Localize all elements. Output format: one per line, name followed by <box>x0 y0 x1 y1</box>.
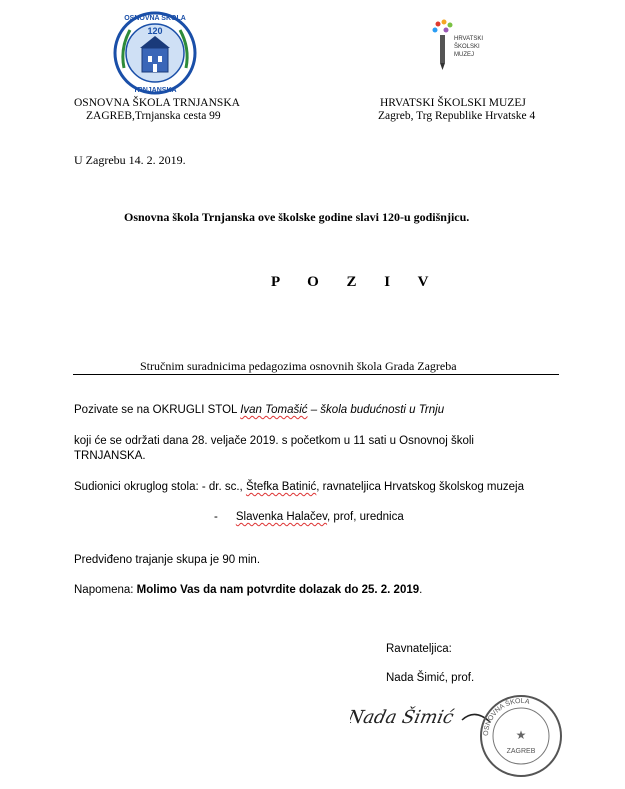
anniversary-line: Osnovna škola Trnjanska ove školske godine slavi 120-u godišnjicu. <box>124 210 470 224</box>
signature-name: Nada Šimić, prof. <box>386 672 475 684</box>
svg-text:OSNOVNA ŠKOLA: OSNOVNA ŠKOLA <box>482 697 531 737</box>
date-line: U Zagrebu 14. 2. 2019. <box>74 153 186 167</box>
document-title: P O Z I V <box>271 274 441 290</box>
signature-title: Ravnateljica: <box>386 643 452 655</box>
svg-text:120: 120 <box>147 26 163 36</box>
duration-line: Predviđeno trajanje skupa je 90 min. <box>74 554 261 566</box>
participant-1-role: , ravnateljica Hrvatskog školskog muzeja <box>316 481 525 493</box>
official-stamp <box>478 693 564 779</box>
participant-1-name: Štefka Batinić <box>245 481 317 493</box>
participant-2-name: Slavenka Halačev <box>235 511 328 523</box>
held-line-2: TRNJANSKA. <box>74 450 146 462</box>
invite-line <box>74 404 444 416</box>
note-line <box>74 584 422 596</box>
svg-text:TRNJANSKA: TRNJANSKA <box>133 87 177 94</box>
svg-text:ŠKOLSKI: ŠKOLSKI <box>454 44 480 50</box>
museum-logo <box>432 18 502 88</box>
note-label: Napomena: <box>74 584 137 596</box>
school-name: OSNOVNA ŠKOLA TRNJANSKA <box>74 97 240 109</box>
participant-2-dash: - <box>214 511 218 523</box>
recipients-line: Stručnim suradnicima pedagozima osnovnih škola Grada Zagreba <box>140 359 457 373</box>
svg-text:MUZEJ: MUZEJ <box>454 52 474 58</box>
invite-rest: – škola budućnosti u Trnju <box>307 404 445 416</box>
invite-prefix: Pozivate se na OKRUGLI STOL <box>74 404 241 416</box>
svg-text:Nada Šimić: Nada Šimić <box>350 707 456 728</box>
museum-name: HRVATSKI ŠKOLSKI MUZEJ <box>380 97 526 109</box>
svg-text:★: ★ <box>515 728 527 742</box>
recipients-rule <box>73 374 559 375</box>
participants-label: Sudionici okruglog stola: - dr. sc., <box>74 481 246 493</box>
note-text: Molimo Vas da nam potvrdite dolazak do 25. 2. 2019 <box>136 584 420 596</box>
svg-text:OSNOVNA ŠKOLA: OSNOVNA ŠKOLA <box>124 15 186 22</box>
school-logo <box>110 8 200 98</box>
invite-person: Ivan Tomašić <box>240 404 308 416</box>
svg-text:ZAGREB: ZAGREB <box>506 748 536 755</box>
held-line-1: koji će se održati dana 28. veljače 2019. s početkom u 11 sati u Osnovnoj školi <box>74 435 474 447</box>
participant-2-line <box>214 511 404 523</box>
museum-address: Zagreb, Trg Republike Hrvatske 4 <box>378 110 536 122</box>
school-address: ZAGREB,Trnjanska cesta 99 <box>86 110 221 122</box>
note-end: . <box>419 584 423 596</box>
svg-text:HRVATSKI: HRVATSKI <box>454 36 484 42</box>
participant-2-role: , prof, urednica <box>327 511 404 523</box>
participants-line <box>74 481 524 493</box>
